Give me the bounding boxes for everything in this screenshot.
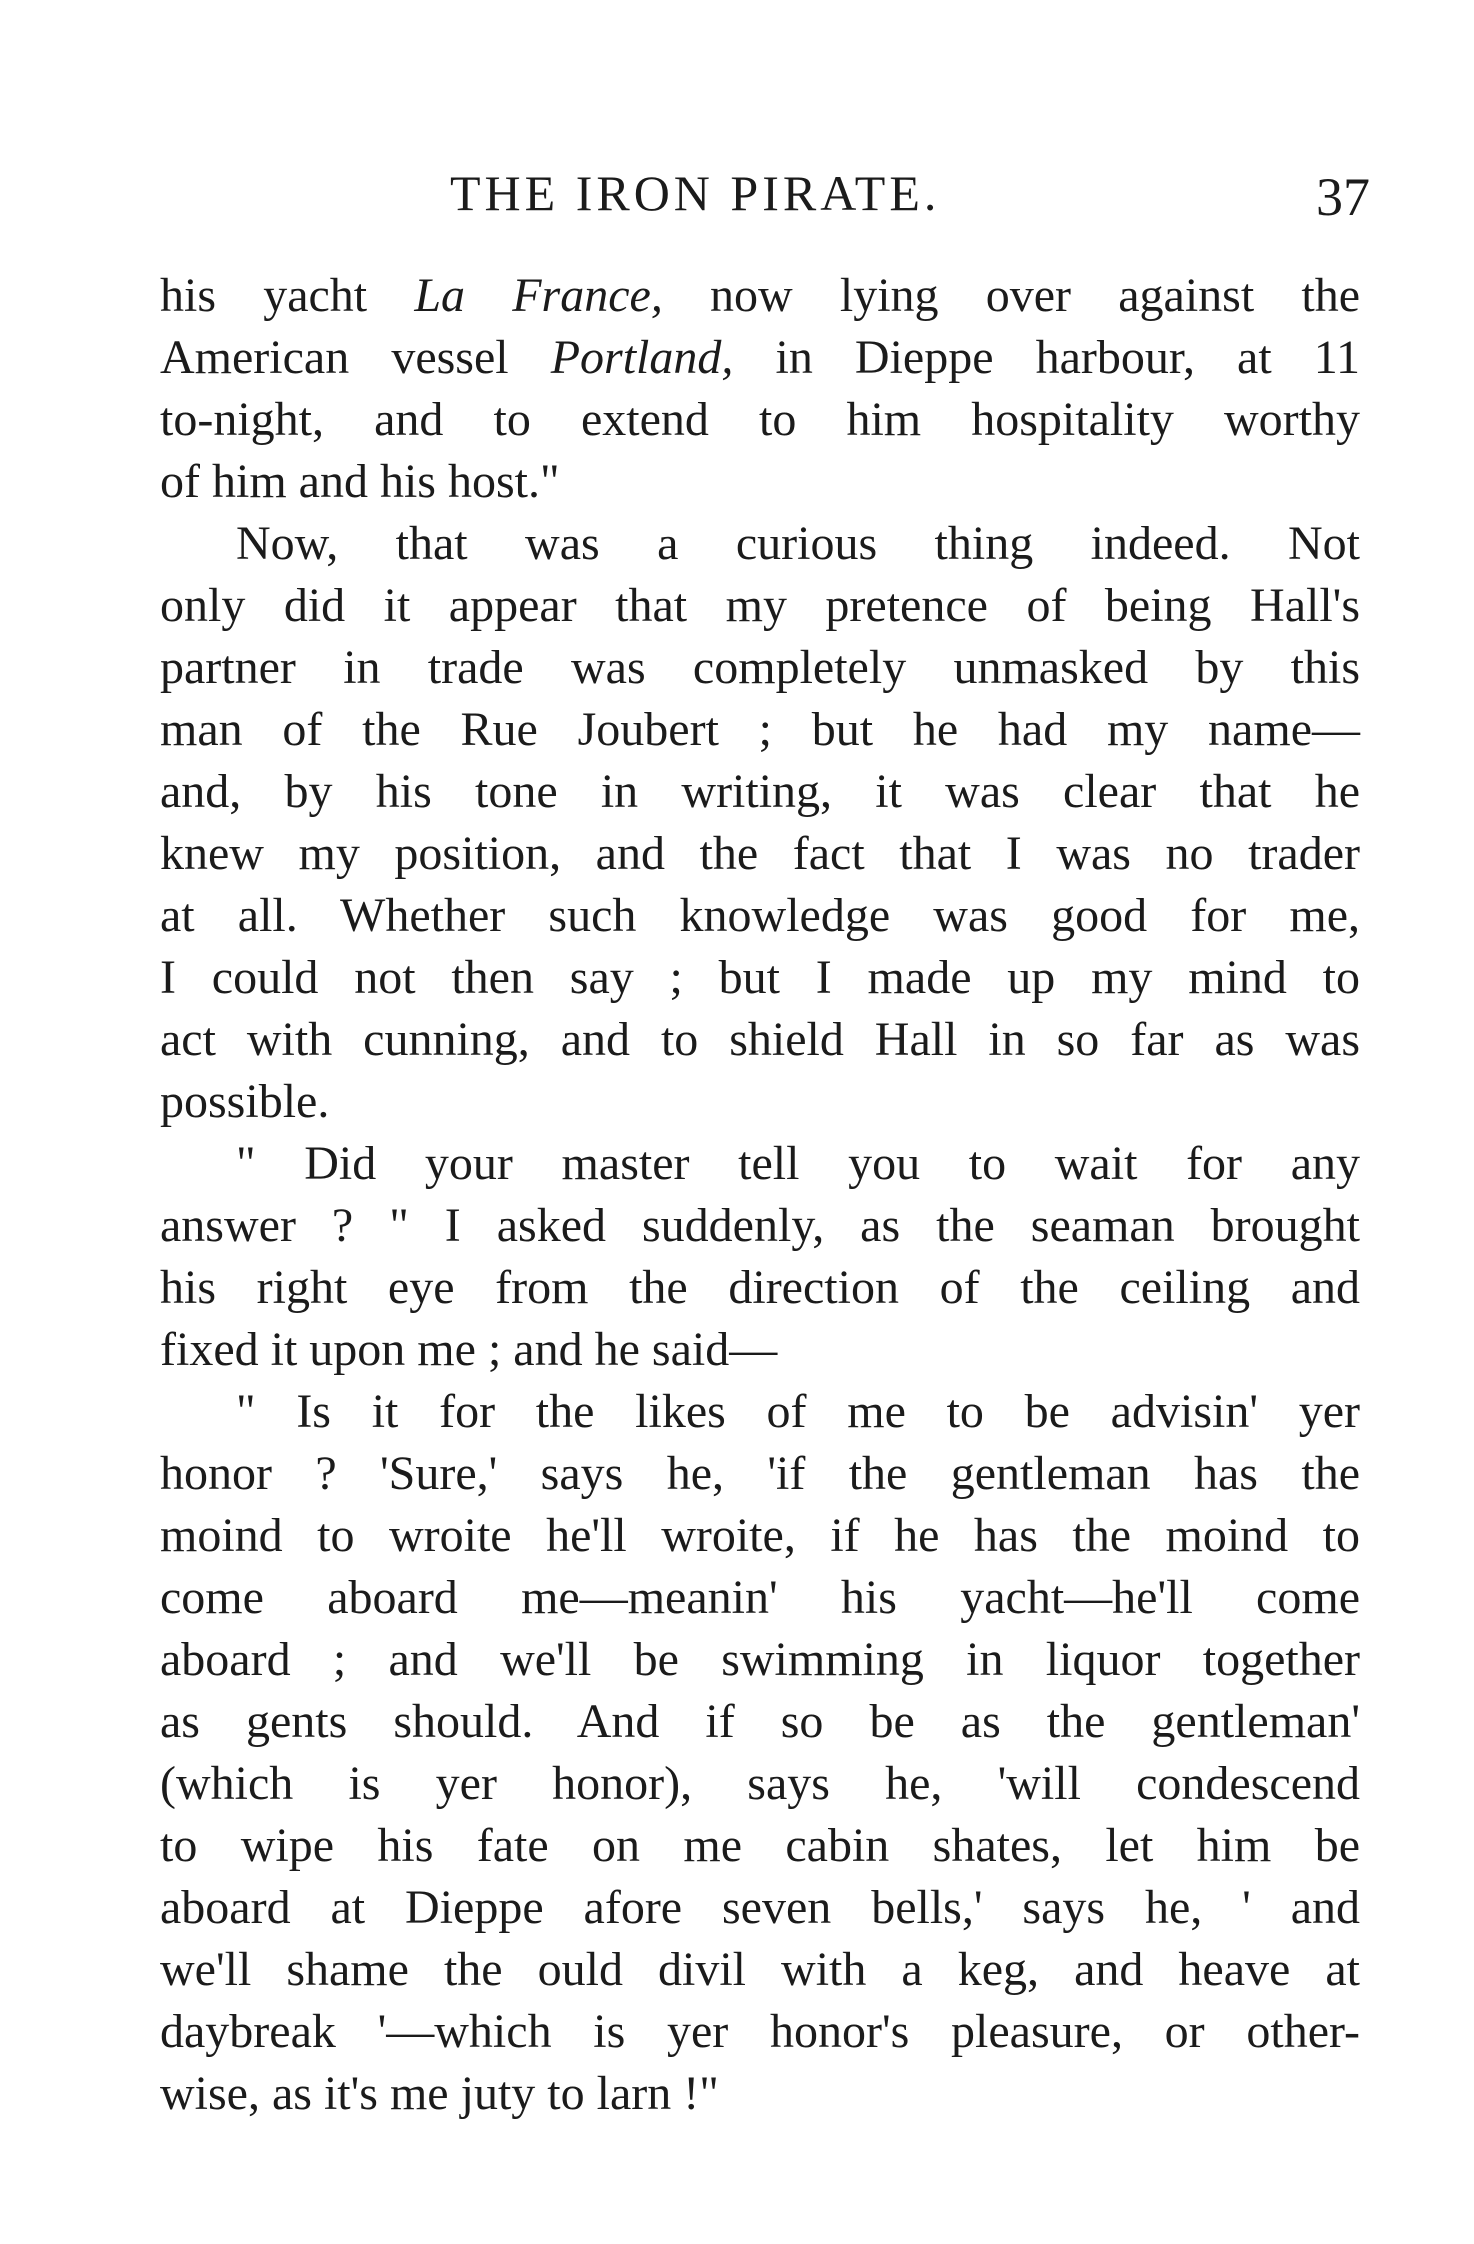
text-line: possible. — [160, 1075, 330, 1128]
ship-name-la-france: La France, — [414, 269, 663, 322]
text-line: as gents should. And if so be as the gentleman' — [160, 1695, 1360, 1748]
text-line: American vessel Portland, in Dieppe harbour, at 11 — [160, 331, 1360, 384]
text-line: we'll shame the ould divil with a keg, and heave at — [160, 1943, 1360, 1996]
text-line: daybreak '—which is yer honor's pleasure, or other- — [160, 2005, 1360, 2058]
text-line: and, by his tone in writing, it was clear that he — [160, 765, 1360, 818]
text-line: (which is yer honor), says he, 'will condescend — [160, 1757, 1360, 1810]
text-line: man of the Rue Joubert ; but he had my name— — [160, 703, 1360, 756]
paragraph-start: " Did your master tell you to wait for any — [236, 1137, 1360, 1190]
text-line: honor ? 'Sure,' says he, 'if the gentleman has the — [160, 1447, 1360, 1500]
text-line: his yacht La France, now lying over against the — [160, 269, 1360, 322]
text-line: fixed it upon me ; and he said— — [160, 1323, 778, 1376]
text-line: act with cunning, and to shield Hall in so far as was — [160, 1013, 1360, 1066]
text-line: to wipe his fate on me cabin shates, let him be — [160, 1819, 1360, 1872]
text-line: aboard at Dieppe afore seven bells,' says he, ' and — [160, 1881, 1360, 1934]
text-line: aboard ; and we'll be swimming in liquor together — [160, 1633, 1360, 1686]
text-line: moind to wroite he'll wroite, if he has the moind to — [160, 1509, 1360, 1562]
text-line: knew my position, and the fact that I was no trader — [160, 827, 1360, 880]
text-line: answer ? " I asked suddenly, as the seaman brought — [160, 1199, 1360, 1252]
running-title: THE IRON PIRATE. — [450, 165, 941, 221]
text-line: to-night, and to extend to him hospitality worthy — [160, 393, 1360, 446]
text-line: I could not then say ; but I made up my mind to — [160, 951, 1360, 1004]
page-number: 37 — [1316, 167, 1370, 227]
text-line: partner in trade was completely unmasked by this — [160, 641, 1360, 694]
text-line: only did it appear that my pretence of being Hall's — [160, 579, 1360, 632]
text-line: his right eye from the direction of the ceiling and — [160, 1261, 1360, 1314]
paragraph-start: Now, that was a curious thing indeed. Not — [236, 517, 1360, 570]
text-line: at all. Whether such knowledge was good for me, — [160, 889, 1360, 942]
text-line: wise, as it's me juty to larn !" — [160, 2067, 719, 2120]
ship-name-portland: Portland, — [550, 331, 734, 384]
body-text — [160, 265, 1360, 2125]
text-line: come aboard me—meanin' his yacht—he'll come — [160, 1571, 1360, 1624]
page-header — [160, 158, 1370, 228]
text-line: of him and his host." — [160, 455, 560, 508]
paragraph-start: " Is it for the likes of me to be advisin' yer — [236, 1385, 1360, 1438]
